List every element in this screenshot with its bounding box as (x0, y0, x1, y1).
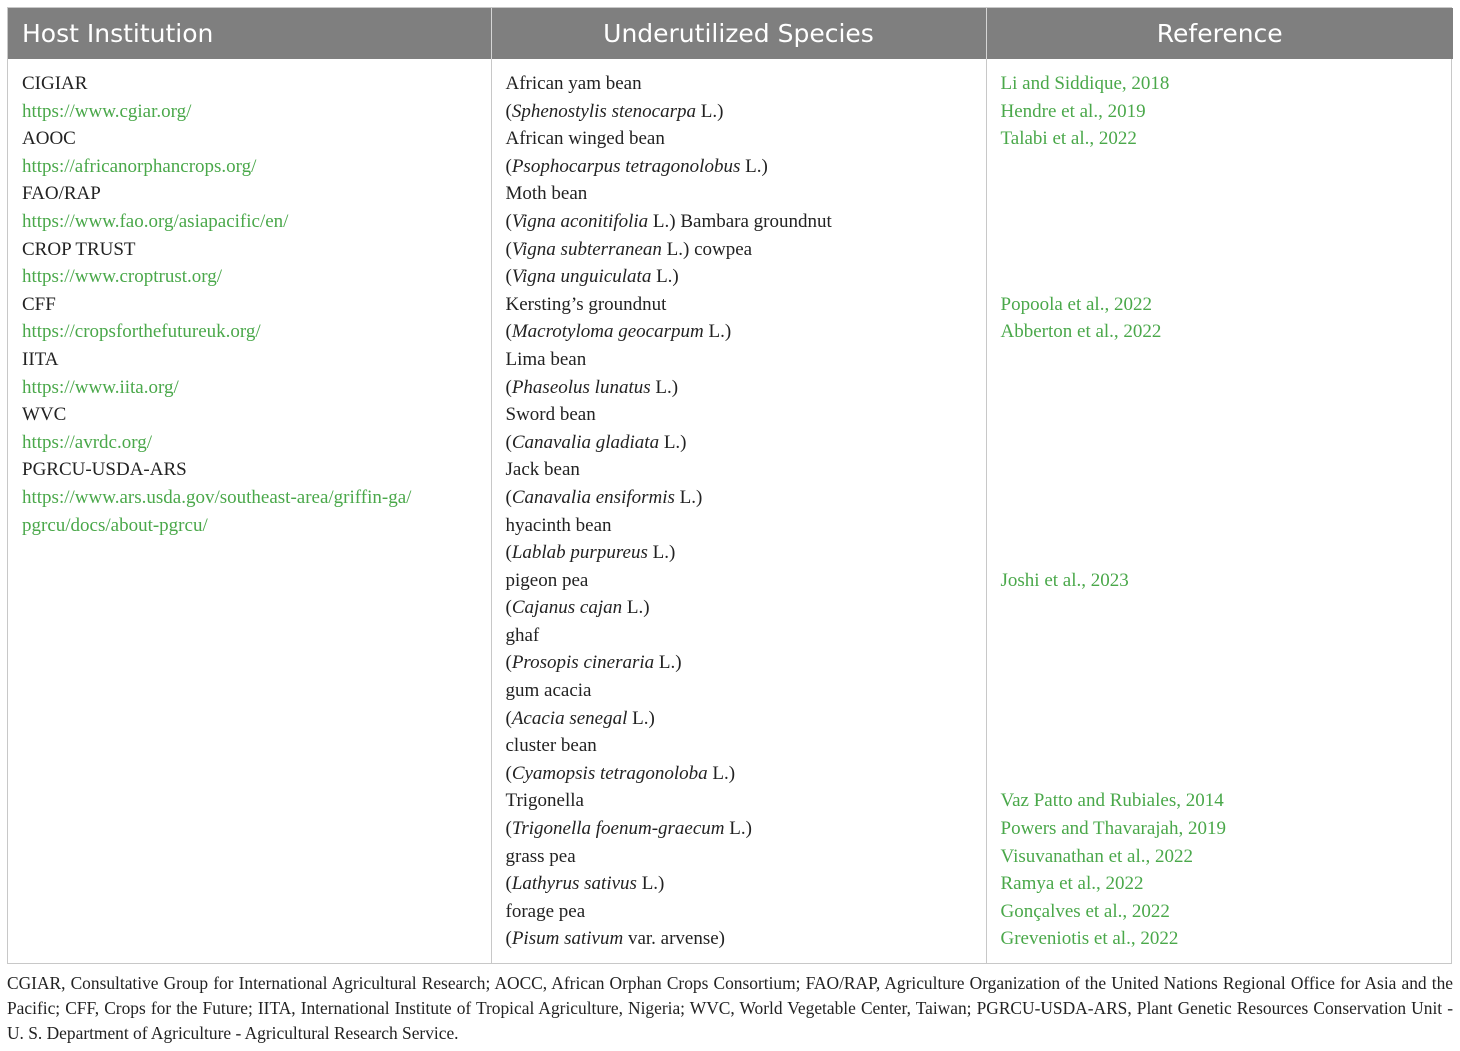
species-authority: L.) (707, 762, 736, 784)
species-authority: L.) (636, 873, 665, 895)
reference-spacer (1001, 263, 1440, 291)
reference-spacer (1001, 539, 1440, 567)
species-open-paren: ( (505, 155, 512, 177)
species-authority: var. arvense) (623, 928, 725, 950)
institution-name: AOOC (22, 128, 76, 150)
header-host-institution: Host Institution (8, 8, 491, 59)
species-open-paren: ( (505, 321, 512, 343)
species-scientific-name (506, 815, 972, 843)
species-scientific-name (506, 208, 972, 236)
host-institution-cell (8, 59, 491, 963)
reference-link[interactable]: Popoola et al., 2022 (1000, 293, 1152, 315)
species-common-name: Sword bean (505, 404, 596, 426)
underutilized-species-cell (491, 59, 986, 963)
reference-link[interactable]: Joshi et al., 2023 (1000, 569, 1129, 591)
species-authority: L.) (696, 100, 724, 122)
reference-spacer (1001, 153, 1440, 181)
reference-spacer (1001, 180, 1440, 208)
reference-link[interactable]: Hendre et al., 2019 (1000, 100, 1146, 122)
species-table (7, 7, 1452, 964)
reference-spacer (1001, 649, 1440, 677)
species-authority: L.) (622, 597, 650, 619)
species-binomial: Sphenostylis stenocarpa (511, 100, 697, 122)
reference-spacer (1001, 484, 1440, 512)
reference-spacer (1001, 346, 1440, 374)
species-authority: L.) (659, 431, 687, 453)
species-open-paren: ( (505, 210, 512, 232)
species-scientific-name (506, 649, 972, 677)
species-scientific-name (506, 374, 972, 402)
reference-spacer (1001, 236, 1440, 264)
institution-name: FAO/RAP (22, 183, 101, 205)
table-body-row (8, 59, 1453, 963)
reference-spacer (1001, 760, 1440, 788)
institution-link[interactable]: https://avrdc.org/ (22, 431, 152, 453)
species-authority: L.) (647, 542, 676, 564)
reference-spacer (1001, 677, 1440, 705)
institution-link[interactable]: https://www.ars.usda.gov/southeast-area/griffin-ga/ (22, 486, 412, 508)
species-binomial: Phaseolus lunatus (511, 376, 651, 398)
species-binomial: Vigna subterranean (511, 238, 662, 260)
species-open-paren: ( (505, 486, 512, 508)
species-authority: L.) (650, 376, 679, 398)
species-scientific-name (506, 153, 972, 181)
species-open-paren: ( (505, 597, 512, 619)
species-common-name: ghaf (505, 624, 540, 646)
species-open-paren: ( (505, 652, 512, 674)
species-binomial: Vigna aconitifolia (511, 210, 649, 232)
species-open-paren: ( (505, 818, 512, 840)
species-authority: L.) (724, 818, 752, 840)
reference-link[interactable]: Talabi et al., 2022 (1000, 128, 1137, 150)
institution-name: CROP TRUST (22, 238, 136, 260)
species-open-paren: ( (505, 376, 512, 398)
reference-spacer (1001, 594, 1440, 622)
species-binomial: Lathyrus sativus (511, 873, 637, 895)
institution-name: CFF (22, 293, 56, 315)
species-open-paren: ( (505, 431, 512, 453)
species-scientific-name (506, 429, 972, 457)
reference-spacer (1001, 512, 1440, 540)
species-common-name: Kersting’s groundnut (505, 293, 667, 315)
species-common-name: Moth bean (505, 183, 588, 205)
species-authority: L.) Bambara groundnut (648, 210, 832, 232)
table (8, 8, 1453, 963)
reference-link[interactable]: Abberton et al., 2022 (1000, 321, 1162, 343)
species-common-name: pigeon pea (505, 569, 589, 591)
reference-spacer (1001, 456, 1440, 484)
table-footnote: CGIAR, Consultative Group for International Agricultural Research; AOCC, African Orphan Crops Consortium; FAO/RAP, Agriculture Organization of the United Nations Regional Office for Asia and the Pacific; CFF, Crops for the Future; IITA, International Institute of Tropical Agriculture, Nigeria; WVC, World Vegetable Center, Taiwan; PGRCU-USDA-ARS, Plant Genetic Resources Conservation Unit - U. S. Department of Agriculture - Agricultural Research Service. (7, 973, 1453, 1043)
species-open-paren: ( (505, 707, 512, 729)
species-common-name: African winged bean (505, 128, 665, 150)
species-authority: L.) (674, 486, 703, 508)
species-binomial: Trigonella foenum-graecum (511, 818, 725, 840)
species-authority: L.) (703, 321, 732, 343)
reference-link[interactable]: Powers and Thavarajah, 2019 (1000, 818, 1226, 840)
reference-spacer (1001, 208, 1440, 236)
institution-name: IITA (22, 348, 59, 370)
reference-link[interactable]: Vaz Patto and Rubiales, 2014 (1000, 790, 1224, 812)
species-binomial: Canavalia ensiformis (511, 486, 675, 508)
species-authority: L.) (654, 652, 682, 674)
species-common-name: cluster bean (505, 735, 597, 757)
reference-spacer (1001, 732, 1440, 760)
species-authority: L.) cowpea (661, 238, 753, 260)
species-scientific-name (506, 484, 972, 512)
species-binomial: Vigna unguiculata (511, 266, 652, 288)
species-open-paren: ( (505, 238, 512, 260)
species-common-name: African yam bean (505, 73, 642, 94)
institution-name: WVC (22, 404, 67, 426)
institution-link[interactable]: https://www.cgiar.org/ (22, 100, 192, 122)
header-reference: Reference (1156, 19, 1283, 48)
reference-link[interactable]: Li and Siddique, 2018 (1000, 73, 1170, 94)
species-common-name: Jack bean (505, 459, 580, 481)
species-scientific-name (506, 870, 972, 898)
species-scientific-name (506, 318, 972, 346)
species-common-name: Lima bean (505, 348, 587, 370)
table-header-row (8, 8, 1453, 59)
species-scientific-name (506, 760, 972, 788)
species-open-paren: ( (505, 542, 512, 564)
species-authority: L.) (627, 707, 655, 729)
species-binomial: Pisum sativum (511, 928, 624, 950)
institution-link[interactable]: https://africanorphancrops.org/ (22, 155, 257, 177)
reference-spacer (1001, 374, 1440, 402)
species-common-name: Trigonella (505, 790, 584, 812)
species-common-name: grass pea (505, 845, 576, 867)
institution-link[interactable]: https://www.croptrust.org/ (22, 266, 223, 288)
reference-spacer (1001, 705, 1440, 733)
species-binomial: Cyamopsis tetragonoloba (511, 762, 708, 784)
species-open-paren: ( (505, 873, 512, 895)
species-scientific-name (506, 705, 972, 733)
reference-link[interactable]: Gonçalves et al., 2022 (1000, 900, 1170, 922)
species-open-paren: ( (505, 266, 512, 288)
institution-link[interactable]: https://www.fao.org/asiapacific/en/ (22, 210, 289, 232)
species-open-paren: ( (505, 100, 512, 122)
species-scientific-name (506, 98, 972, 126)
species-binomial: Macrotyloma geocarpum (511, 321, 704, 343)
species-open-paren: ( (505, 928, 512, 950)
species-common-name: gum acacia (505, 680, 592, 702)
species-scientific-name (506, 263, 972, 291)
species-binomial: Canavalia gladiata (511, 431, 660, 453)
species-open-paren: ( (505, 762, 512, 784)
species-common-name: hyacinth bean (505, 514, 612, 536)
reference-link[interactable]: Ramya et al., 2022 (1000, 873, 1144, 895)
institution-name: PGRCU-USDA-ARS (22, 459, 187, 481)
species-authority: L.) (740, 155, 768, 177)
species-binomial: Cajanus cajan (511, 597, 623, 619)
reference-spacer (1001, 622, 1440, 650)
species-authority: L.) (651, 266, 679, 288)
reference-spacer (1001, 429, 1440, 457)
header-underutilized-species: Underutilized Species (491, 8, 986, 59)
reference-link[interactable]: Visuvanathan et al., 2022 (1000, 845, 1194, 867)
reference-spacer (1001, 401, 1440, 429)
institution-link-continued[interactable]: pgrcu/docs/about-pgrcu/ (22, 514, 208, 536)
species-scientific-name (506, 925, 972, 953)
species-binomial: Lablab purpureus (511, 542, 648, 564)
institution-link[interactable]: https://cropsforthefutureuk.org/ (22, 321, 261, 343)
species-scientific-name (506, 236, 972, 264)
species-binomial: Psophocarpus tetragonolobus (511, 155, 741, 177)
species-scientific-name (506, 594, 972, 622)
institution-link[interactable]: https://www.iita.org/ (22, 376, 179, 398)
institution-name: CIGIAR (22, 73, 88, 94)
species-common-name: forage pea (505, 900, 586, 922)
species-binomial: Acacia senegal (511, 707, 628, 729)
species-binomial: Prosopis cineraria (511, 652, 655, 674)
reference-cell (986, 59, 1453, 963)
species-scientific-name (506, 539, 972, 567)
reference-link[interactable]: Greveniotis et al., 2022 (1000, 928, 1179, 950)
